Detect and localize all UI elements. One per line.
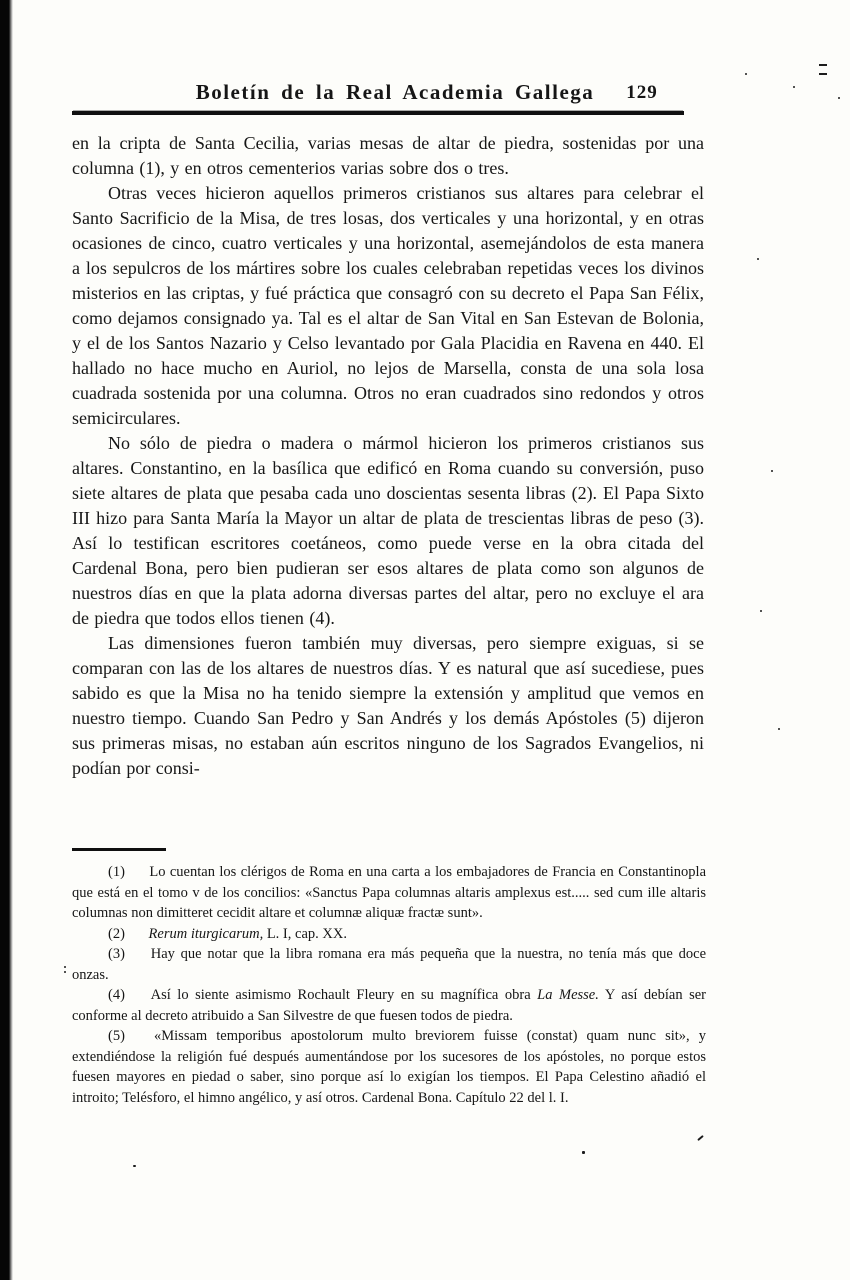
scan-speckle — [745, 73, 747, 75]
paragraph: Otras veces hicieron aquellos primeros cristianos sus altares para celebrar el Santo Sacrificio de la Misa, de tres losas, dos verticales y una horizontal, y en otras ocasiones de cinco, cuatro verticales y una horizontal, asemejándolos de esta manera a los sepulcros de los mártires sobre los cuales celebraban repetidas veces los divinos misterios en las criptas, y fué práctica que consagró con su decreto el Papa San Félix, como dejamos consignado ya. Tal es el altar de San Vital en San Estevan de Bolonia, y el de los Santos Nazario y Celso levantado por Gala Placidia en Ravena en 440. El hallado no hace mucho en Auriol, no lejos de Marsella, consta de una sola losa cuadrada sostenida por una columna. Otros no eran cuadrados sino redondos y otros semicirculares. — [72, 183, 704, 428]
footnote-text: «Missam temporibus apostolorum multo breviorem fuisse (constat) quam nunc sit», y extendiéndose la religión fué después aumentándose por los sucesores de los apóstoles, no porque estos fuesen mayores en piedad o saber, sino porque así lo exigían los tiempos. El Papa Celestino añadió el introito; Telésforo, el himno angélico, y así otros. Cardenal Bona. Capítulo 22 del l. I. — [72, 1028, 706, 1106]
footnote — [72, 985, 706, 1026]
footnote-marker: (2) — [108, 925, 125, 942]
scan-speckle — [760, 610, 762, 612]
scan-speckle — [778, 728, 780, 730]
footnote-marker: (5) — [108, 1028, 125, 1044]
header-rule — [72, 111, 684, 115]
footnote-text-italic: La Messe. — [537, 987, 599, 1003]
body-text-column — [72, 131, 704, 781]
scan-speckle — [582, 1151, 585, 1154]
scan-speckle — [697, 1135, 704, 1141]
footnote-text-italic: Rerum iturgicarum, — [148, 925, 264, 942]
scan-speckle — [757, 258, 759, 260]
footnote-marker: (4) — [108, 987, 125, 1003]
book-binding-shadow — [0, 0, 13, 1280]
journal-header-title: Boletín de la Real Academia Gallega — [195, 80, 595, 104]
scan-speckle — [793, 86, 795, 88]
scan-speckle — [838, 97, 840, 99]
scan-speckle — [133, 1165, 136, 1167]
footnote — [72, 862, 706, 924]
scan-speckle — [771, 470, 773, 472]
scan-speckle — [64, 966, 66, 968]
footnote-text: Y así debían ser conforme al decreto atribuido a San Silvestre de que fuesen todos de piedra. — [72, 987, 706, 1024]
footnotes-section — [72, 862, 706, 1108]
footnote — [72, 924, 706, 945]
footnote-marker: (3) — [108, 946, 125, 962]
footnote-marker: (1) — [108, 864, 125, 880]
footnote — [72, 944, 706, 985]
footnote-text: Así lo siente asimismo Rochault Fleury en su magnífica obra — [150, 987, 531, 1003]
footnote — [72, 1026, 706, 1108]
page-number: 129 — [626, 82, 658, 103]
paragraph: Las dimensiones fueron también muy diversas, pero siempre exiguas, si se comparan con las de los altares de nuestros días. Y es natural que así sucediese, pues sabido es que la Misa no ha tenido siempre la extensión y amplitud que vemos en nuestro tiempo. Cuando San Pedro y San Andrés y los demás Apóstoles (5) dijeron sus primeras misas, no estaban aún escritos ninguno de los Sagrados Evangelios, ni podían por consi- — [72, 633, 704, 778]
footnote-text: L. I, cap. XX. — [266, 925, 347, 942]
paragraph: No sólo de piedra o madera o mármol hicieron los primeros cristianos sus altares. Constantino, en la basílica que edificó en Roma cuando su conversión, puso siete altares de plata que pesaba cada uno doscientas sesenta libras (2). El Papa Sixto III hizo para Santa María la Mayor un altar de plata de trescientas libras de peso (3). Así lo testifican escritores coetáneos, como puede verse en la obra citada del Cardenal Bona, pero bien pudieran ser esos altares de plata como son algunos de nuestros días en que la plata adorna diversas partes del altar, pero no excluye el ara de piedra que todos ellos tienen (4). — [72, 433, 704, 628]
paragraph: en la cripta de Santa Cecilia, varias mesas de altar de piedra, sostenidas por una columna (1), y en otros cementerios varias sobre dos o tres. — [72, 133, 704, 178]
footnote-text: Hay que notar que la libra romana era más pequeña que la nuestra, no tenía más que doce onzas. — [72, 946, 707, 983]
scan-speckle — [819, 64, 827, 75]
footnote-separator-rule — [72, 848, 166, 851]
footnote-text: Lo cuentan los clérigos de Roma en una carta a los embajadores de Francia en Constantinopla que está en el tomo v de los concilios: «Sanctus Papa columnas altaris amplexus est..... sed cum ille altaris columnas non dimitteret cecidit altare et columnæ aliquæ fractæ sunt». — [72, 864, 707, 921]
